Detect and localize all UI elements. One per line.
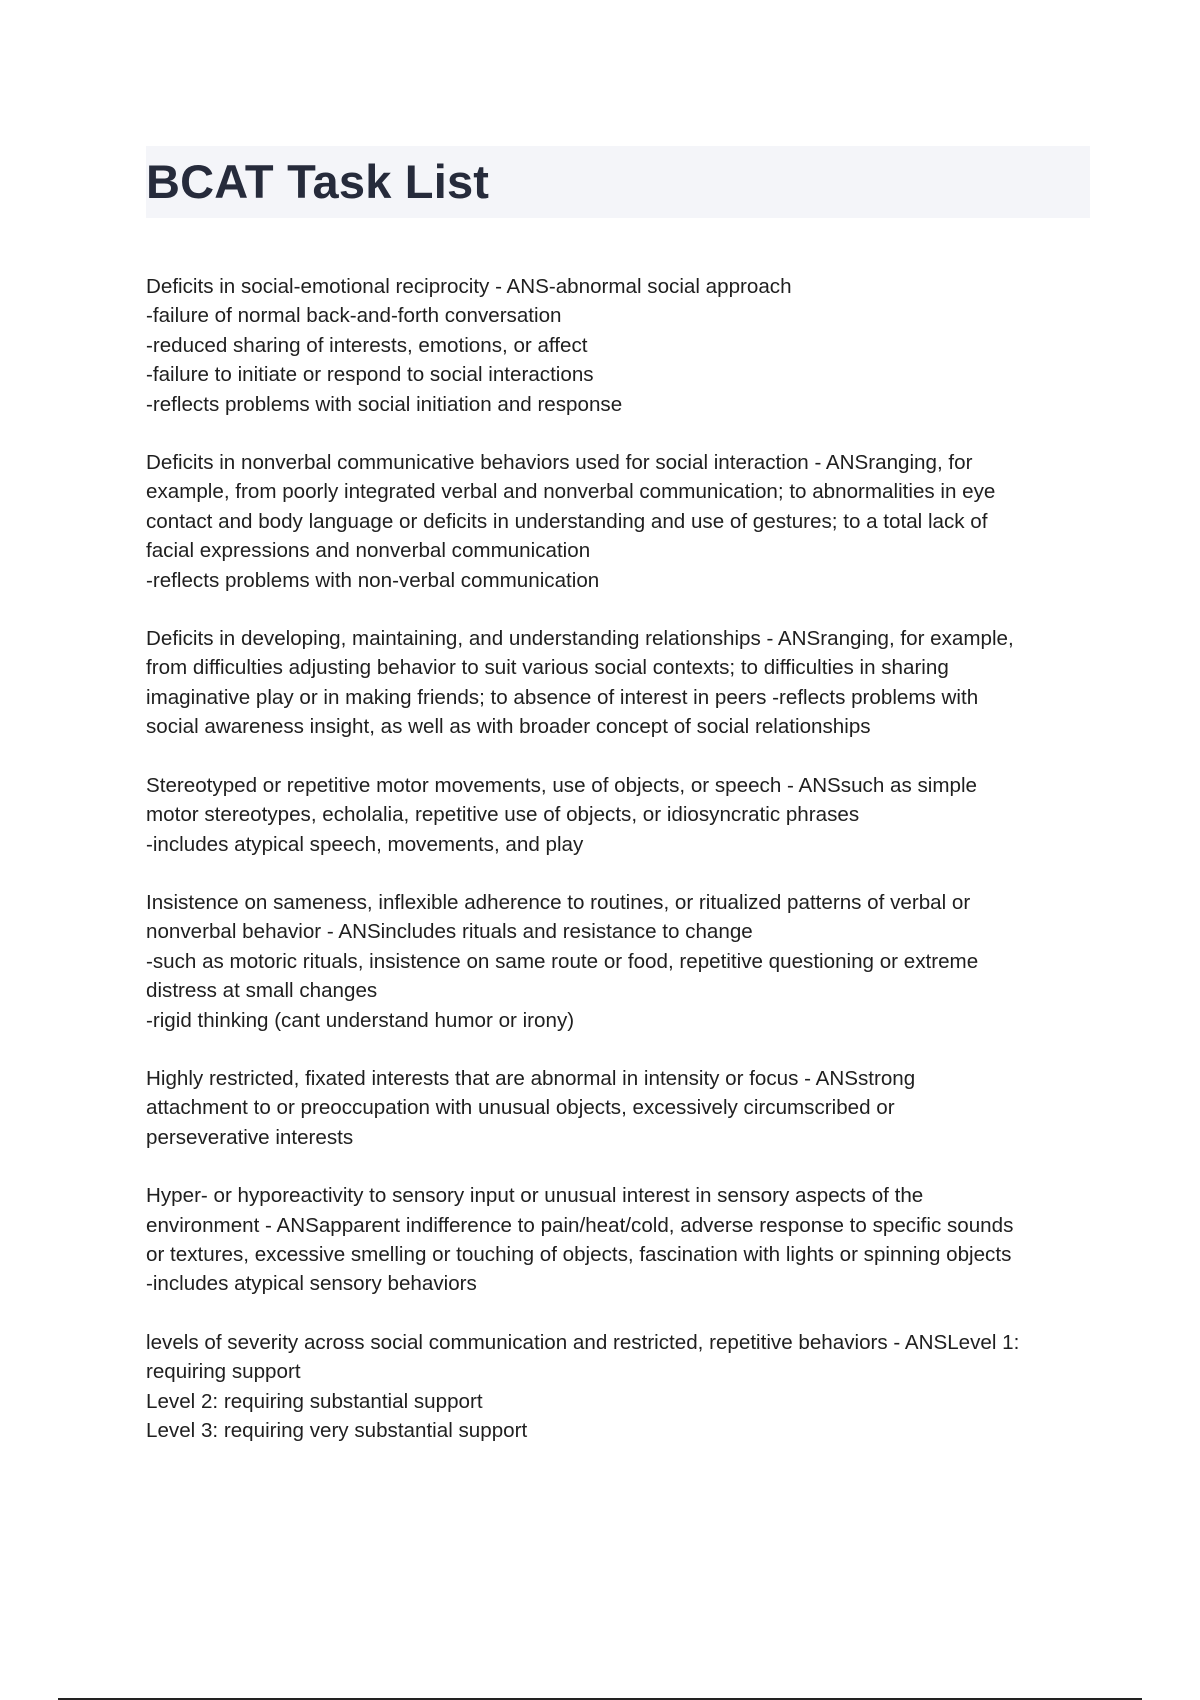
- entry-line: -includes atypical sensory behaviors: [146, 1272, 477, 1296]
- entry-line: Highly restricted, fixated interests that are abnormal in intensity or focus - ANSstrong: [146, 1066, 916, 1090]
- task-entry: [146, 1064, 1096, 1152]
- entry-line: perseverative interests: [146, 1125, 354, 1149]
- entry-line: environment - ANSapparent indifference to pain/heat/cold, adverse response to specific sounds: [146, 1213, 1014, 1237]
- entry-line: nonverbal behavior - ANSincludes rituals and resistance to change: [146, 920, 753, 944]
- entry-line: -includes atypical speech, movements, and play: [146, 832, 584, 856]
- entry-line: example, from poorly integrated verbal and nonverbal communication; to abnormalities in eye: [146, 480, 996, 504]
- entry-line: Deficits in social-emotional reciprocity - ANS-abnormal social approach: [146, 275, 792, 298]
- task-list: [146, 272, 1096, 1474]
- entry-line: Insistence on sameness, inflexible adherence to routines, or ritualized patterns of verbal or: [146, 890, 971, 914]
- entry-line: from difficulties adjusting behavior to suit various social contexts; to difficulties in sharing: [146, 656, 949, 680]
- task-entry: [146, 1181, 1096, 1299]
- title-banner: [146, 146, 1090, 218]
- entry-line: facial expressions and nonverbal communication: [146, 539, 591, 563]
- entry-line: Deficits in nonverbal communicative behaviors used for social interaction - ANSranging, for: [146, 451, 973, 475]
- entry-line: levels of severity across social communication and restricted, repetitive behaviors - ANSLevel 1:: [146, 1330, 1020, 1354]
- entry-line: -failure to initiate or respond to social interactions: [146, 363, 594, 387]
- task-entry: [146, 448, 1096, 595]
- entry-line: -reduced sharing of interests, emotions, or affect: [146, 333, 588, 357]
- entry-line: contact and body language or deficits in understanding and use of gestures; to a total lack of: [146, 509, 988, 533]
- entry-line: Stereotyped or repetitive motor movements, use of objects, or speech - ANSsuch as simple: [146, 773, 977, 797]
- entry-line: -reflects problems with non-verbal communication: [146, 568, 600, 592]
- task-entry: [146, 624, 1096, 742]
- task-entry: [146, 888, 1096, 1035]
- task-entry: [146, 1328, 1096, 1446]
- entry-line: motor stereotypes, echolalia, repetitive use of objects, or idiosyncratic phrases: [146, 803, 860, 827]
- entry-line: Level 3: requiring very substantial support: [146, 1419, 528, 1442]
- entry-line: Deficits in developing, maintaining, and understanding relationships - ANSranging, for example,: [146, 627, 1014, 651]
- entry-line: social awareness insight, as well as with broader concept of social relationships: [146, 715, 871, 739]
- entry-line: distress at small changes: [146, 979, 378, 1003]
- entry-line: -rigid thinking (cant understand humor or irony): [146, 1008, 575, 1032]
- page-title: BCAT Task List: [146, 155, 490, 208]
- entry-line: -such as motoric rituals, insistence on same route or food, repetitive questioning or extreme: [146, 949, 979, 973]
- entry-line: -failure of normal back-and-forth conversation: [146, 304, 562, 328]
- entry-line: attachment to or preoccupation with unusual objects, excessively circumscribed or: [146, 1096, 895, 1120]
- entry-line: imaginative play or in making friends; to absence of interest in peers -reflects problems with: [146, 685, 979, 709]
- entry-line: Hyper- or hyporeactivity to sensory input or unusual interest in sensory aspects of the: [146, 1184, 924, 1208]
- task-entry: [146, 771, 1096, 859]
- task-entry: [146, 272, 1096, 419]
- entry-line: requiring support: [146, 1360, 301, 1384]
- entry-line: -reflects problems with social initiation and response: [146, 392, 623, 416]
- entry-line: Level 2: requiring substantial support: [146, 1389, 483, 1413]
- entry-line: or textures, excessive smelling or touching of objects, fascination with lights or spinning objects: [146, 1242, 1012, 1266]
